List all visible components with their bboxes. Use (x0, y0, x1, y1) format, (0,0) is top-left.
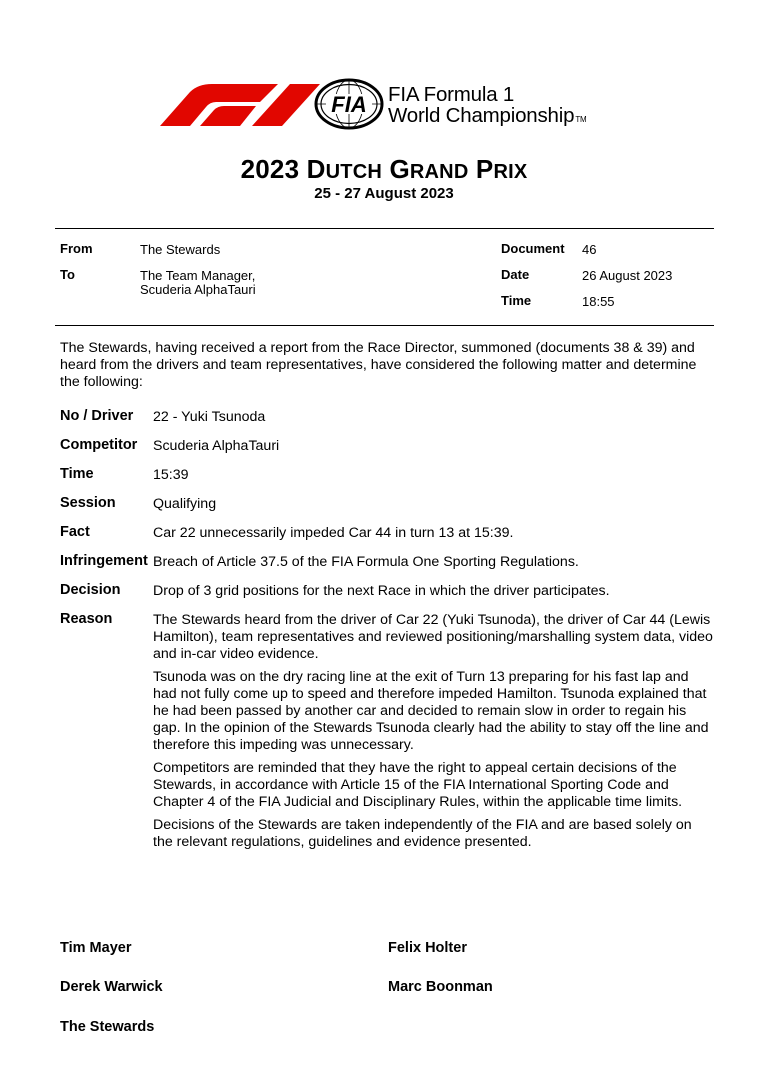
decision-label: Decision (60, 582, 121, 598)
header-divider-bottom (55, 325, 714, 326)
date-value: 26 August 2023 (582, 268, 673, 283)
session-value: Qualifying (153, 496, 217, 512)
championship-line1: FIA Formula 1 (388, 83, 515, 106)
to-value (140, 269, 256, 297)
event-dates: 25 - 27 August 2023 (314, 185, 454, 202)
steward-tim-mayer: Tim Mayer (60, 940, 132, 956)
date-label: Date (501, 267, 530, 282)
championship-line2: World ChampionshipTM (388, 104, 587, 127)
decision-value: Drop of 3 grid positions for the next Race in which the driver participates. (153, 583, 610, 599)
f1-logo-icon (160, 82, 320, 126)
from-label: From (60, 241, 93, 256)
session-label: Session (60, 495, 116, 511)
steward-felix-holter: Felix Holter (388, 940, 467, 956)
steward-derek-warwick: Derek Warwick (60, 979, 163, 995)
reason-value (153, 612, 713, 857)
time-label: Time (501, 293, 532, 308)
fact-value: Car 22 unnecessarily impeded Car 44 in turn 13 at 15:39. (153, 525, 514, 541)
header-divider-top (55, 228, 714, 229)
fact-label: Fact (60, 524, 90, 540)
infringement-value: Breach of Article 37.5 of the FIA Formula One Sporting Regulations. (153, 554, 579, 570)
competitor-value: Scuderia AlphaTauri (153, 438, 280, 454)
to-value-line2: Scuderia AlphaTauri (140, 282, 256, 297)
championship-name (388, 84, 586, 130)
from-value: The Stewards (140, 242, 221, 257)
fia-emblem-icon (314, 78, 384, 130)
the-stewards-signoff: The Stewards (60, 1019, 155, 1035)
incident-time-value: 15:39 (153, 467, 189, 483)
driver-label: No / Driver (60, 408, 134, 424)
infringement-label: Infringement (60, 553, 148, 569)
event-title: 2023 DUTCH GRAND PRIX (240, 154, 528, 184)
reason-label: Reason (60, 611, 113, 627)
header-logo (160, 78, 630, 130)
reason-paragraph-3: Competitors are reminded that they have the right to appeal certain decisions of the Stewards, in accordance with Article 15 of the FIA International Sporting Code and Chapter 4 of the FIA Judicial and Disciplinary Rules, within the applicable time limits. (153, 760, 683, 810)
document-value: 46 (582, 242, 597, 257)
fia-emblem-text: FIA (331, 92, 367, 117)
to-label: To (60, 267, 75, 282)
steward-marc-boonman: Marc Boonman (388, 979, 493, 995)
driver-value: 22 - Yuki Tsunoda (153, 409, 266, 425)
incident-time-label: Time (60, 466, 94, 482)
document-label: Document (501, 241, 565, 256)
time-value: 18:55 (582, 294, 615, 309)
reason-paragraph-4: Decisions of the Stewards are taken independently of the FIA and are based solely on the relevant regulations, guidelines and evidence presented. (153, 817, 692, 850)
competitor-label: Competitor (60, 437, 138, 453)
trademark-mark: TM (575, 115, 587, 124)
reason-paragraph-1: The Stewards heard from the driver of Car 22 (Yuki Tsunoda), the driver of Car 44 (Lewis Hamilton), team representatives and reviewed positioning/marshalling system data, video and in-car video evidence. (153, 612, 713, 662)
intro-paragraph: The Stewards, having received a report from the Race Director, summoned (documents 38 & 39) and heard from the drivers and team representatives, have considered the following matter and determine the following: (60, 340, 697, 390)
to-value-line1: The Team Manager, (140, 268, 256, 283)
reason-paragraph-2: Tsunoda was on the dry racing line at the exit of Turn 13 preparing for his fast lap and had not fully come up to speed and therefore impeded Hamilton. Tsunoda explained that he had been passed by another car and decided to remain slow in order to regain his gap. In the opinion of the Stewards Tsunoda clearly had the ability to stay off the line and therefore this impeding was unnecessary. (153, 669, 709, 753)
